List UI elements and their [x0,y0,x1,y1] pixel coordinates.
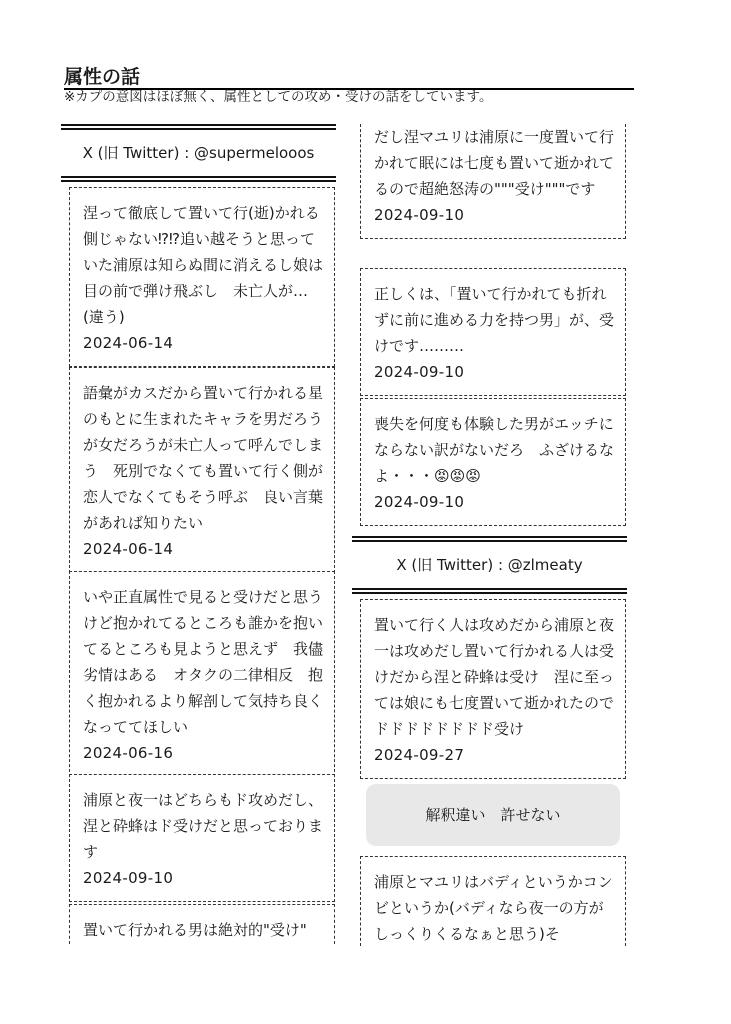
post-text: 涅って徹底して置いて行(逝)かれる側じゃない⁉⁉追い越そうと思っていた浦原は知らぬ間に消えるし娘は目の前で弾け飛ぶし 未亡人が…(違う) [83,204,324,326]
post-card [360,124,626,239]
post-text: だし涅マユリは浦原に一度置いて行かれて眠には七度も置いて逝かれてるので超絶怒涛の"""受け"""です [374,128,615,198]
left-column [61,124,339,940]
post-text: 浦原とマユリはバディというかコンビというか(バディなら夜一の方がしっくりくるなぁと思う)そ [374,873,613,943]
post-text: 正しくは、「置いて行かれても折れずに前に進める力を持つ男」が、受けです……… [374,285,615,355]
account-header-zlmeaty: X (旧 Twitter) : @zlmeaty [352,536,627,594]
post-date: 2024-09-10 [83,869,174,887]
post-text: 置いて行く人は攻めだから浦原と夜一は攻めだし置いて行かれる人は受けだから涅と砕蜂は受け 涅に至っては娘にも七度置いて逝かれたのでドドドドドドドド受け [374,616,615,738]
post-date: 2024-09-10 [374,206,465,224]
post-text: いや正直属性で見ると受けだと思うけど抱かれてるところも誰かを抱いてるところも見ようと思えず 我儘 劣情はある オタクの二律相反 抱く抱かれるより解剖して気持ち良くなっててほしい [83,588,339,736]
post-card [360,599,626,779]
post-card [360,268,626,396]
post-date: 2024-09-27 [374,746,465,764]
post-date: 2024-09-10 [374,363,465,381]
post-card [69,187,335,367]
post-date: 2024-09-10 [374,493,465,511]
post-card [360,398,626,526]
post-text: 語彙がカスだから置いて行かれる星のもとに生まれたキャラを男だろうが女だろうが未亡人って呼んでしまう 死別でなくても置いて行く側が恋人でなくてもそう呼ぶ 良い言葉があれば知りたい [83,384,324,532]
post-text: 置いて行かれる男は絶対的"受け" [83,921,307,939]
post-card [360,856,626,946]
post-text: 喪失を何度も体験した男がエッチにならない訳がないだろ ふざけるなよ・・・😡😡😡 [374,415,615,485]
post-card [69,904,335,944]
post-text: 浦原と夜一はどちらもド攻めだし、涅と砕蜂はド受けだと思っております [83,791,324,861]
post-date: 2024-06-16 [83,744,174,762]
account-header-supermelooos: X (旧 Twitter) : @supermelooos [61,124,336,182]
post-date: 2024-06-14 [83,334,174,352]
page-title: 属性の話 [64,66,141,88]
post-date: 2024-06-14 [83,540,174,558]
page-subtitle: ※カプの意図はほぼ無く、属性としての攻め・受けの話をしています。 [64,89,493,105]
right-column [352,124,627,943]
post-card [69,774,335,902]
opinion-pill: 解釈違い 許せない [366,784,620,846]
post-card [69,571,339,777]
post-card [69,367,335,573]
